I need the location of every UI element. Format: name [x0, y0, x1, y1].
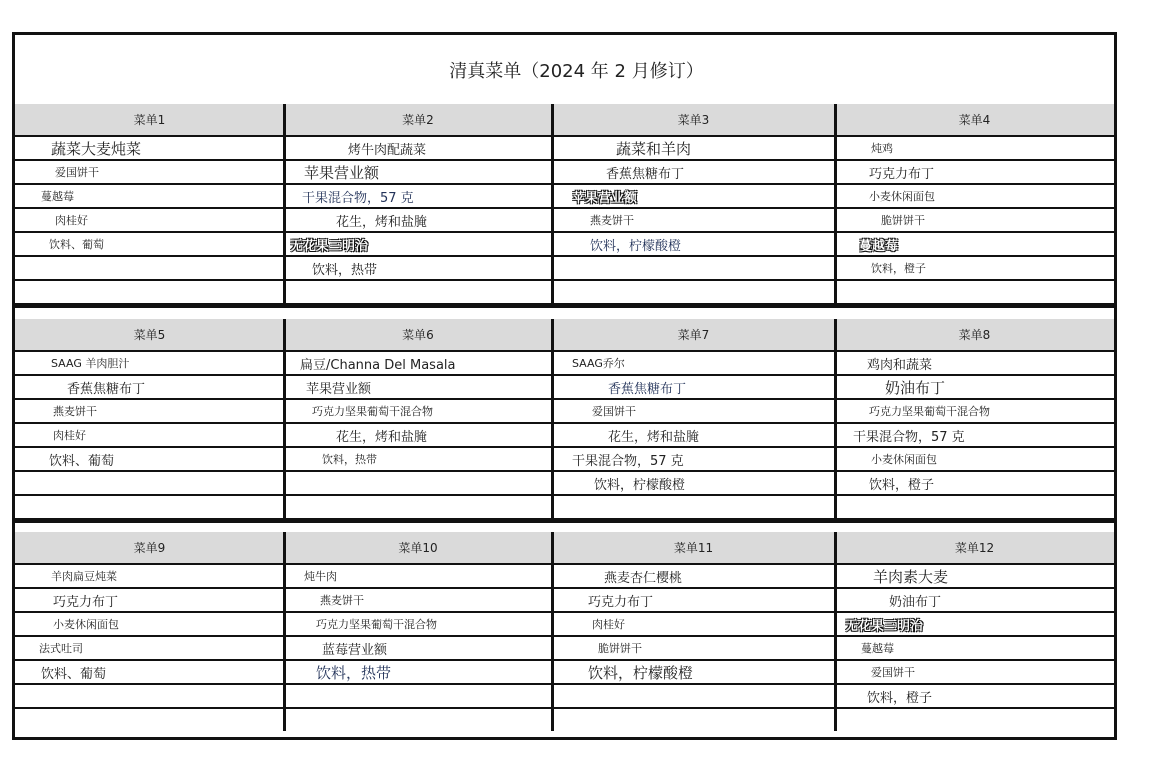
menu-item: 蔓越莓 [859, 238, 899, 254]
row-divider [15, 659, 1114, 661]
menu-item: 脆饼饼干 [598, 642, 642, 655]
menu-item: 炖鸡 [871, 142, 893, 155]
menu-item: 羊肉扁豆炖菜 [51, 570, 117, 583]
menu-header: 菜单12 [954, 541, 995, 555]
menu-item: 巧克力布丁 [869, 166, 935, 182]
column-divider [283, 319, 286, 518]
menu-item: 肉桂好 [53, 429, 86, 442]
menu-item: 蔓越莓 [861, 642, 894, 655]
row-divider [15, 683, 1114, 685]
menu-item: 饮料，热带 [316, 663, 392, 682]
menu-table [12, 32, 1117, 740]
menu-item: 饮料、葡萄 [49, 453, 115, 469]
menu-item: 蓝莓营业额 [322, 642, 388, 658]
menu-header: 菜单10 [398, 541, 438, 555]
menu-item: 燕麦饼干 [320, 594, 364, 607]
menu-item: 香蕉焦糖布丁 [67, 381, 146, 397]
row-divider [15, 183, 1114, 185]
menu-item: 干果混合物，57 克 [853, 429, 965, 445]
menu-item: 脆饼饼干 [881, 214, 925, 227]
menu-item: SAAG 羊肉胆汁 [51, 357, 130, 370]
menu-item: 巧克力坚果葡萄干混合物 [312, 405, 433, 418]
row-divider [15, 255, 1114, 257]
menu-item: 饮料，橙子 [871, 262, 926, 275]
column-divider [551, 319, 554, 518]
column-divider [551, 104, 554, 303]
menu-item: 蔬菜大麦炖菜 [51, 139, 142, 158]
menu-item: 香蕉焦糖布丁 [608, 381, 687, 397]
row-divider [15, 494, 1114, 496]
menu-item: 爱国饼干 [871, 666, 915, 679]
menu-item: 巧克力布丁 [53, 594, 119, 610]
menu-item: 饮料，柠檬酸橙 [594, 477, 686, 493]
menu-item: 饮料、葡萄 [41, 666, 107, 682]
menu-header: 菜单11 [673, 541, 714, 555]
menu-block [15, 104, 1114, 303]
column-divider [283, 104, 286, 303]
menu-item: 饮料，热带 [322, 453, 377, 466]
menu-item: 羊肉素大麦 [873, 567, 949, 586]
menu-item: 无花果三明治 [290, 238, 369, 254]
menu-item: 蔬菜和羊肉 [616, 139, 692, 158]
menu-item: 肉桂好 [55, 214, 88, 227]
menu-item: 香蕉焦糖布丁 [606, 166, 685, 182]
row-divider [15, 231, 1114, 233]
menu-item: 爱国饼干 [592, 405, 636, 418]
menu-item: 烤牛肉配蔬菜 [348, 142, 427, 158]
menu-item: 巧克力布丁 [588, 594, 654, 610]
menu-item: 干果混合物，57 克 [302, 190, 414, 206]
menu-item: 燕麦饼干 [53, 405, 97, 418]
menu-block [15, 319, 1114, 518]
menu-item: SAAG乔尔 [572, 357, 625, 370]
menu-item: 小麦休闲面包 [53, 618, 119, 631]
menu-header: 菜单4 [958, 113, 991, 127]
title-row [15, 35, 1114, 107]
menu-block [15, 532, 1114, 731]
menu-item: 巧克力坚果葡萄干混合物 [316, 618, 437, 631]
column-divider [834, 532, 837, 731]
row-divider [15, 398, 1114, 400]
menu-item: 爱国饼干 [55, 166, 99, 179]
menu-item: 饮料，热带 [312, 262, 378, 278]
row-divider [15, 470, 1114, 472]
row-divider [15, 446, 1114, 448]
menu-item: 小麦休闲面包 [871, 453, 937, 466]
row-divider [15, 707, 1114, 709]
menu-header: 菜单2 [402, 113, 434, 127]
menu-item: 干果混合物，57 克 [572, 453, 684, 469]
menu-item: 小麦休闲面包 [869, 190, 935, 203]
menu-item: 奶油布丁 [885, 378, 946, 397]
page-title: 清真菜单（2024 年 2 月修订） [449, 60, 704, 82]
row-divider [15, 587, 1114, 589]
menu-item: 花生，烤和盐腌 [608, 429, 700, 445]
menu-item: 饮料、葡萄 [49, 238, 104, 251]
row-divider [15, 635, 1114, 637]
menu-item: 饮料，柠檬酸橙 [590, 238, 682, 254]
menu-header: 菜单1 [133, 113, 166, 127]
menu-header: 菜单3 [677, 113, 710, 127]
menu-item: 苹果营业额 [572, 190, 638, 206]
row-divider [15, 374, 1114, 376]
menu-item: 饮料，橙子 [867, 690, 933, 706]
menu-item: 花生，烤和盐腌 [336, 214, 428, 230]
menu-header: 菜单8 [958, 328, 991, 342]
row-divider [15, 279, 1114, 281]
menu-header: 菜单6 [402, 328, 434, 342]
row-divider [15, 422, 1114, 424]
menu-item: 法式吐司 [39, 642, 83, 655]
menu-item: 燕麦杏仁樱桃 [604, 570, 683, 586]
menu-item: 炖牛肉 [304, 570, 337, 583]
row-divider [15, 611, 1114, 613]
menu-item: 奶油布丁 [889, 594, 942, 610]
menu-item: 蔓越莓 [41, 190, 74, 203]
block-separator [15, 518, 1114, 523]
menu-item: 苹果营业额 [306, 381, 372, 397]
menu-item: 燕麦饼干 [590, 214, 634, 227]
row-divider [15, 159, 1114, 161]
menu-item: 饮料，橙子 [869, 477, 935, 493]
menu-item: 扁豆/Channa Del Masala [300, 357, 456, 373]
menu-item: 肉桂好 [592, 618, 625, 631]
menu-header: 菜单7 [677, 328, 710, 342]
menu-item: 无花果三明治 [845, 618, 924, 634]
column-divider [834, 319, 837, 518]
column-divider [551, 532, 554, 731]
menu-header: 菜单5 [133, 328, 166, 342]
menu-item: 鸡肉和蔬菜 [867, 357, 933, 373]
menu-item: 饮料，柠檬酸橙 [588, 663, 694, 682]
column-divider [834, 104, 837, 303]
row-divider [15, 207, 1114, 209]
column-divider [283, 532, 286, 731]
menu-item: 巧克力坚果葡萄干混合物 [869, 405, 990, 418]
menu-item: 花生，烤和盐腌 [336, 429, 428, 445]
block-separator [15, 303, 1114, 308]
menu-header: 菜单9 [133, 541, 166, 555]
menu-item: 苹果营业额 [304, 163, 380, 182]
